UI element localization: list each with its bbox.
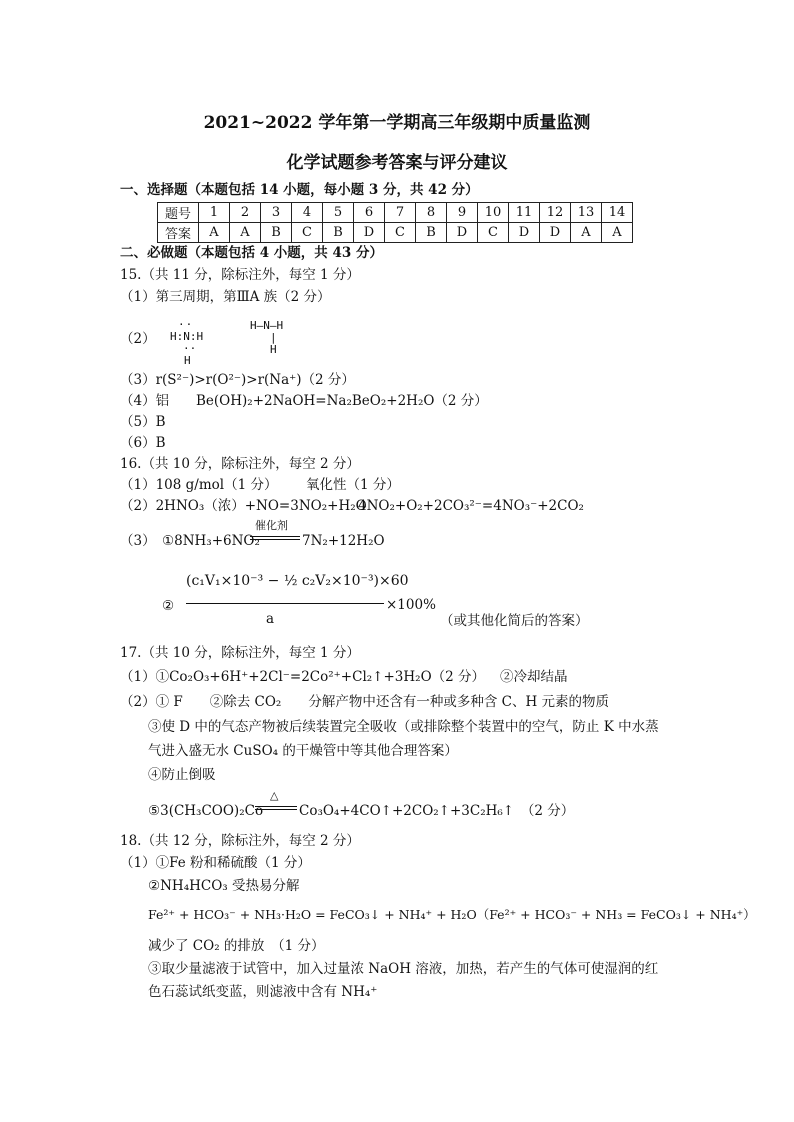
question-number-cell: 9 xyxy=(447,203,478,223)
struct-left-row1: H:N:H xyxy=(170,330,204,343)
table-row xyxy=(158,203,633,223)
answer-cell: D xyxy=(447,223,478,243)
q18-equation: Fe²⁺ + HCO₃⁻ + NH₃·H₂O = FeCO₃↓ + NH₄⁺ + H₂O（Fe²⁺ + HCO₃⁻ + NH₃ = FeCO₃↓ + NH₄⁺） xyxy=(148,907,756,922)
question-number-cell: 14 xyxy=(602,203,633,223)
q15-answer-5: （5）B xyxy=(120,414,166,430)
q15-answer-4-label: （4）铝 xyxy=(120,393,170,409)
heat-symbol: △ xyxy=(270,789,279,802)
question-number-cell: 8 xyxy=(416,203,447,223)
q16-answer-3-label: （3） xyxy=(120,533,156,549)
q15-answer-6: （6）B xyxy=(120,435,166,451)
question-number-cell: 6 xyxy=(354,203,385,223)
table-header-cell: 答案 xyxy=(158,223,199,243)
question-number-cell: 1 xyxy=(199,203,230,223)
q16-answer-2b: 4NO₂+O₂+2CO₃²⁻=4NO₃⁻+2CO₂ xyxy=(358,498,584,514)
electron-dot-structure: ·· H:N:H ·· H xyxy=(170,318,204,367)
q18-answer-4: 减少了 CO₂ 的排放 （1 分） xyxy=(148,938,325,954)
answer-cell: A xyxy=(199,223,230,243)
q15-answer-1: （1）第三周期，第ⅢA 族（2 分） xyxy=(120,289,331,305)
answer-cell: C xyxy=(478,223,509,243)
question-number-cell: 10 xyxy=(478,203,509,223)
q17-heading: 17.（共 10 分，除标注外，每空 1 分） xyxy=(120,645,360,661)
question-number-cell: 4 xyxy=(292,203,323,223)
q16-eq-left: ①8NH₃+6NO₂ xyxy=(162,533,260,549)
fraction-denominator: a xyxy=(266,611,275,627)
question-number-cell: 2 xyxy=(230,203,261,223)
q16-answer-1a: （1）108 g/mol（1 分） xyxy=(120,477,278,493)
q17-answer-3a: ③使 D 中的气态产物被后续装置完全吸收（或排除整个装置中的空气，防止 K 中水蒸 xyxy=(148,719,659,735)
section2-heading: 二、必做题（本题包括 4 小题，共 43 分） xyxy=(120,245,383,261)
q16-eq-right: 7N₂+12H₂O xyxy=(302,533,385,549)
q17-eq-right: Co₃O₄+4CO↑+2CO₂↑+3C₂H₆↑ （2 分） xyxy=(299,803,575,819)
question-number-cell: 12 xyxy=(540,203,571,223)
q17-answer-1b: ②冷却结晶 xyxy=(500,669,568,685)
q18-heading: 18.（共 12 分，除标注外，每空 2 分） xyxy=(120,833,360,849)
fraction-numerator: (c₁V₁×10⁻³ − ½ c₂V₂×10⁻³)×60 xyxy=(186,573,409,589)
equals-line-bottom xyxy=(255,809,297,810)
structural-formula: H—N—H | H xyxy=(250,319,284,356)
question-number-cell: 5 xyxy=(323,203,354,223)
question-number-cell: 13 xyxy=(571,203,602,223)
q17-eq-left: ⑤3(CH₃COO)₂Co xyxy=(148,803,264,819)
q17-answer-4: ④防止倒吸 xyxy=(148,767,216,783)
answer-cell: D xyxy=(354,223,385,243)
q17-answer-2: （2）① F ②除去 CO₂ 分解产物中还含有一种或多种含 C、H 元素的物质 xyxy=(120,694,610,710)
equals-line-top xyxy=(255,806,297,807)
answer-table xyxy=(157,202,633,243)
q18-answer-1: （1）①Fe 粉和稀硫酸（1 分） xyxy=(120,855,311,871)
equals-line-top xyxy=(250,536,300,537)
table-row xyxy=(158,223,633,243)
struct-left-row2: H xyxy=(184,354,191,367)
q16-heading: 16.（共 10 分，除标注外，每空 2 分） xyxy=(120,456,360,472)
q15-answer-4-equation: Be(OH)₂+2NaOH=Na₂BeO₂+2H₂O（2 分） xyxy=(196,393,488,409)
q16-answer-2a: （2）2HNO₃（浓）+NO=3NO₂+H₂O xyxy=(120,498,367,514)
answer-cell: D xyxy=(509,223,540,243)
catalyst-label: 催化剂 xyxy=(255,519,288,532)
q17-answer-3b: 气进入盛无水 CuSO₄ 的干燥管中等其他合理答案） xyxy=(148,743,458,759)
answer-cell: B xyxy=(416,223,447,243)
answer-cell: B xyxy=(261,223,292,243)
q18-answer-5b: 色石蕊试纸变蓝，则滤液中含有 NH₄⁺ xyxy=(148,984,378,1000)
document-title: 2021~2022 学年第一学期高三年级期中质量监测 xyxy=(203,113,591,133)
q16-answer-3b-label: ② xyxy=(162,598,175,614)
q15-answer-2-label: （2） xyxy=(120,331,156,347)
section1-heading: 一、选择题（本题包括 14 小题，每小题 3 分，共 42 分） xyxy=(120,182,479,198)
q16-answer-1b: 氧化性（1 分） xyxy=(306,477,400,493)
equals-line-bottom xyxy=(250,539,300,540)
answer-cell: C xyxy=(385,223,416,243)
struct-right-row1: H—N—H xyxy=(250,319,284,332)
question-number-cell: 7 xyxy=(385,203,416,223)
fraction-tail: ×100% xyxy=(386,597,436,613)
q17-answer-1: （1）①Co₂O₃+6H⁺+2Cl⁻=2Co²⁺+Cl₂↑+3H₂O（2 分） xyxy=(120,669,486,685)
document-subtitle: 化学试题参考答案与评分建议 xyxy=(286,153,508,173)
question-number-cell: 11 xyxy=(509,203,540,223)
answer-cell: A xyxy=(230,223,261,243)
answer-cell: A xyxy=(571,223,602,243)
answer-cell: A xyxy=(602,223,633,243)
alternative-answer-note: （或其他化简后的答案） xyxy=(440,613,589,629)
answer-cell: B xyxy=(323,223,354,243)
question-number-cell: 3 xyxy=(261,203,292,223)
q18-answer-2: ②NH₄HCO₃ 受热易分解 xyxy=(148,878,300,894)
q15-heading: 15.（共 11 分，除标注外，每空 1 分） xyxy=(120,267,360,283)
struct-right-row2: H xyxy=(270,343,277,356)
answer-cell: D xyxy=(540,223,571,243)
table-header-cell: 题号 xyxy=(158,203,199,223)
q18-answer-5a: ③取少量滤液于试管中，加入过量浓 NaOH 溶液，加热，若产生的气体可使湿润的红 xyxy=(148,961,659,977)
answer-cell: C xyxy=(292,223,323,243)
fraction-bar xyxy=(186,603,384,604)
q15-answer-3: （3）r(S²⁻)>r(O²⁻)>r(Na⁺)（2 分） xyxy=(120,372,355,388)
